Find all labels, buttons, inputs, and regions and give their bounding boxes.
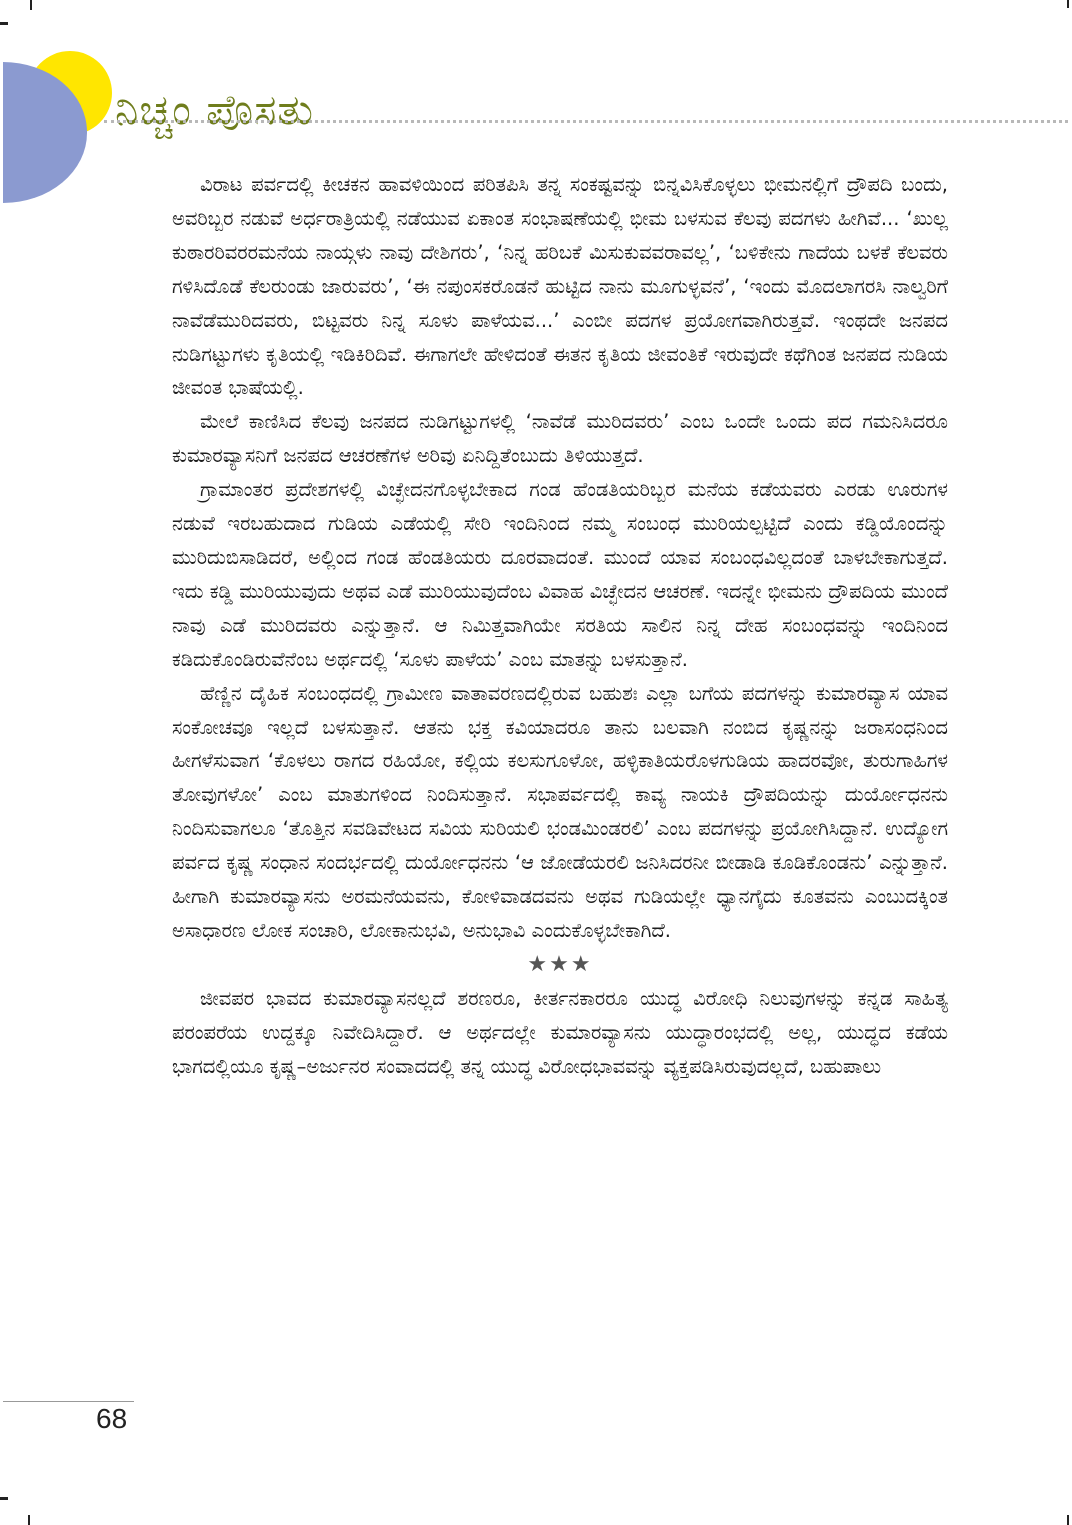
- paragraph: ಜೀವಪರ ಭಾವದ ಕುಮಾರವ್ಯಾಸನಲ್ಲದೆ ಶರಣರೂ, ಕೀರ್ತನಕಾರರೂ ಯುದ್ಧ ವಿರೋಧಿ ನಿಲುವುಗಳನ್ನು ಕನ್ನಡ ಸಾಹಿತ್ಯ ಪರಂಪರೆಯ ಉದ್ದಕ್ಕೂ ನಿವೇದಿಸಿದ್ದಾರೆ. ಆ ಅರ್ಥದಲ್ಲೇ ಕುಮಾರವ್ಯಾಸನು ಯುದ್ಧಾರಂಭದಲ್ಲಿ ಅಲ್ಲ, ಯುದ್ಧದ ಕಡೆಯ ಭಾಗದಲ್ಲಿಯೂ ಕೃಷ್ಣ–ಅರ್ಜುನರ ಸಂವಾದದಲ್ಲಿ ತನ್ನ ಯುದ್ಧ ವಿರೋಧಭಾವವನ್ನು ವ್ಯಕ್ತಪಡಿಸಿರುವುದಲ್ಲದೆ, ಬಹುಪಾಲು: [172, 986, 948, 1078]
- section-title: ನಿಚ್ಚಂ ಪೊಸತು: [115, 85, 314, 135]
- crop-mark: [1067, 0, 1069, 8]
- section-separator-stars: ★★★: [527, 951, 593, 977]
- footer-rule: [3, 1401, 134, 1402]
- page-number: 68: [96, 1403, 128, 1434]
- paragraph: ಹೆಣ್ಣಿನ ದೈಹಿಕ ಸಂಬಂಧದಲ್ಲಿ ಗ್ರಾಮೀಣ ವಾತಾವರಣದಲ್ಲಿರುವ ಬಹುಶಃ ಎಲ್ಲಾ ಬಗೆಯ ಪದಗಳನ್ನು ಕುಮಾರವ್ಯಾಸ ಯಾವ ಸಂಕೋಚವೂ ಇಲ್ಲದೆ ಬಳಸುತ್ತಾನೆ. ಆತನು ಭಕ್ತ ಕವಿಯಾದರೂ ತಾನು ಬಲವಾಗಿ ನಂಬಿದ ಕೃಷ್ಣನನ್ನು ಜರಾಸಂಧನಿಂದ ಹೀಗಳೆಸುವಾಗ ‘ಕೊಳಲು ರಾಗದ ರಹಿಯೋ, ಕಲ್ಲಿಯ ಕಲಸುಗೂಳೋ, ಹಳ್ಳಿಕಾತಿಯರೊಳಗುಡಿಯ ಹಾದರವೋ, ತುರುಗಾಹಿಗಳ ತೋವುಗಳೋ’ ಎಂಬ ಮಾತುಗಳಿಂದ ನಿಂದಿಸುತ್ತಾನೆ. ಸಭಾಪರ್ವದಲ್ಲಿ ಕಾವ್ಯ ನಾಯಕಿ ದ್ರೌಪದಿಯನ್ನು ದುರ್ಯೋಧನನು ನಿಂದಿಸುವಾಗಲೂ ‘ತೊತ್ತಿನ ಸವಡಿವೇಟದ ಸವಿಯ ಸುರಿಯಲಿ ಭಂಡಮಿಂಡರಲಿ’ ಎಂಬ ಪದಗಳನ್ನು ಪ್ರಯೋಗಿಸಿದ್ದಾನೆ. ಉದ್ಯೋಗ ಪರ್ವದ ಕೃಷ್ಣ ಸಂಧಾನ ಸಂದರ್ಭದಲ್ಲಿ ದುರ್ಯೋಧನನು ‘ಆ ಜೋಡೆಯರಲಿ ಜನಿಸಿದರನೀ ಬೀಡಾಡಿ ಕೂಡಿಕೊಂಡನು’ ಎನ್ನುತ್ತಾನೆ. ಹೀಗಾಗಿ ಕುಮಾರವ್ಯಾಸನು ಅರಮನೆಯವನು, ಕೋಳಿವಾಡದವನು ಅಥವ ಗುಡಿಯಲ್ಲೇ ಧ್ಯಾನಗೈದು ಕೂತವನು ಎಂಬುದಕ್ಕಿಂತ ಅಸಾಧಾರಣ ಲೋಕ ಸಂಚಾರಿ, ಲೋಕಾನುಭವಿ, ಅನುಭಾವಿ ಎಂದುಕೊಳ್ಳಬೇಕಾಗಿದೆ.: [172, 681, 948, 942]
- paragraph: ವಿರಾಟ ಪರ್ವದಲ್ಲಿ ಕೀಚಕನ ಹಾವಳಿಯಿಂದ ಪರಿತಪಿಸಿ ತನ್ನ ಸಂಕಷ್ಟವನ್ನು ಬಿನ್ನವಿಸಿಕೊಳ್ಳಲು ಭೀಮನಲ್ಲಿಗೆ ದ್ರೌಪದಿ ಬಂದು, ಅವರಿಬ್ಬರ ನಡುವೆ ಅರ್ಧರಾತ್ರಿಯಲ್ಲಿ ನಡೆಯುವ ಏಕಾಂತ ಸಂಭಾಷಣೆಯಲ್ಲಿ ಭೀಮ ಬಳಸುವ ಕೆಲವು ಪದಗಳು ಹೀಗಿವೆ... ‘ಖುಲ್ಲ ಕುಠಾರರಿವರರಮನೆಯ ನಾಯ್ಗಳು ನಾವು ದೇಶಿಗರು’, ‘ನಿನ್ನ ಹರಿಬಕೆ ಮಿಸುಕುವವರಾವಲ್ಲ’, ‘ಬಳಿಕೇನು ಗಾದೆಯ ಬಳಕೆ ಕೆಲವರು ಗಳಿಸಿದೊಡೆ ಕೆಲರುಂಡು ಜಾರುವರು’, ‘ಈ ನಪುಂಸಕರೊಡನೆ ಹುಟ್ಟಿದ ನಾನು ಮೂಗುಳ್ಳವನೆ’, ‘ಇಂದು ಮೊದಲಾಗರಸಿ ನಾಲ್ವರಿಗೆ ನಾವೆಡೆಮುರಿದವರು, ಬಿಟ್ಟವರು ನಿನ್ನ ಸೂಳು ಪಾಳೆಯವ...’ ಎಂಬೀ ಪದಗಳ ಪ್ರಯೋಗವಾಗಿರುತ್ತವೆ. ಇಂಥದೇ ಜನಪದ ನುಡಿಗಟ್ಟುಗಳು ಕೃತಿಯಲ್ಲಿ ಇಡಿಕಿರಿದಿವೆ. ಈಗಾಗಲೇ ಹೇಳಿದಂತೆ ಈತನ ಕೃತಿಯ ಜೀವಂತಿಕೆ ಇರುವುದೇ ಕಥೆಗಿಂತ ಜನಪದ ನುಡಿಯ ಜೀವಂತ ಭಾಷೆಯಲ್ಲಿ.: [172, 173, 948, 400]
- dotted-divider: [104, 120, 1068, 123]
- paragraph: ಮೇಲೆ ಕಾಣಿಸಿದ ಕೆಲವು ಜನಪದ ನುಡಿಗಟ್ಟುಗಳಲ್ಲಿ ‘ನಾವೆಡೆ ಮುರಿದವರು’ ಎಂಬ ಒಂದೇ ಒಂದು ಪದ ಗಮನಿಸಿದರೂ ಕುಮಾರವ್ಯಾಸನಿಗೆ ಜನಪದ ಆಚರಣೆಗಳ ಅರಿವು ಏನಿದ್ದಿತೆಂಬುದು ತಿಳಿಯುತ್ತದೆ.: [172, 410, 948, 468]
- crop-mark: [0, 1497, 8, 1500]
- crop-mark: [1067, 1515, 1069, 1525]
- crop-mark: [30, 0, 32, 10]
- crop-mark: [28, 1515, 30, 1525]
- crop-mark: [0, 22, 8, 25]
- paragraph: ಗ್ರಾಮಾಂತರ ಪ್ರದೇಶಗಳಲ್ಲಿ ವಿಚ್ಛೇದನಗೊಳ್ಳಬೇಕಾದ ಗಂಡ ಹೆಂಡತಿಯರಿಬ್ಬರ ಮನೆಯ ಕಡೆಯವರು ಎರಡು ಊರುಗಳ ನಡುವೆ ಇರಬಹುದಾದ ಗುಡಿಯ ಎಡೆಯಲ್ಲಿ ಸೇರಿ ಇಂದಿನಿಂದ ನಮ್ಮ ಸಂಬಂಧ ಮುರಿಯಲ್ಪಟ್ಟಿದೆ ಎಂದು ಕಡ್ಡಿಯೊಂದನ್ನು ಮುರಿದುಬಿಸಾಡಿದರೆ, ಅಲ್ಲಿಂದ ಗಂಡ ಹೆಂಡತಿಯರು ದೂರವಾದಂತೆ. ಮುಂದೆ ಯಾವ ಸಂಬಂಧವಿಲ್ಲದಂತೆ ಬಾಳಬೇಕಾಗುತ್ತದೆ. ಇದು ಕಡ್ಡಿ ಮುರಿಯುವುದು ಅಥವ ಎಡೆ ಮುರಿಯುವುದೆಂಬ ವಿವಾಹ ವಿಚ್ಛೇದನ ಆಚರಣೆ. ಇದನ್ನೇ ಭೀಮನು ದ್ರೌಪದಿಯ ಮುಂದೆ ನಾವು ಎಡೆ ಮುರಿದವರು ಎನ್ನುತ್ತಾನೆ. ಆ ನಿಮಿತ್ತವಾಗಿಯೇ ಸರತಿಯ ಸಾಲಿನ ನಿನ್ನ ದೇಹ ಸಂಬಂಧವನ್ನು ಇಂದಿನಿಂದ ಕಡಿದುಕೊಂಡಿರುವೆನೆಂಬ ಅರ್ಥದಲ್ಲಿ ‘ಸೂಳು ಪಾಳೆಯ’ ಎಂಬ ಮಾತನ್ನು ಬಳಸುತ್ತಾನೆ.: [172, 478, 948, 671]
- article-body: [172, 168, 948, 1084]
